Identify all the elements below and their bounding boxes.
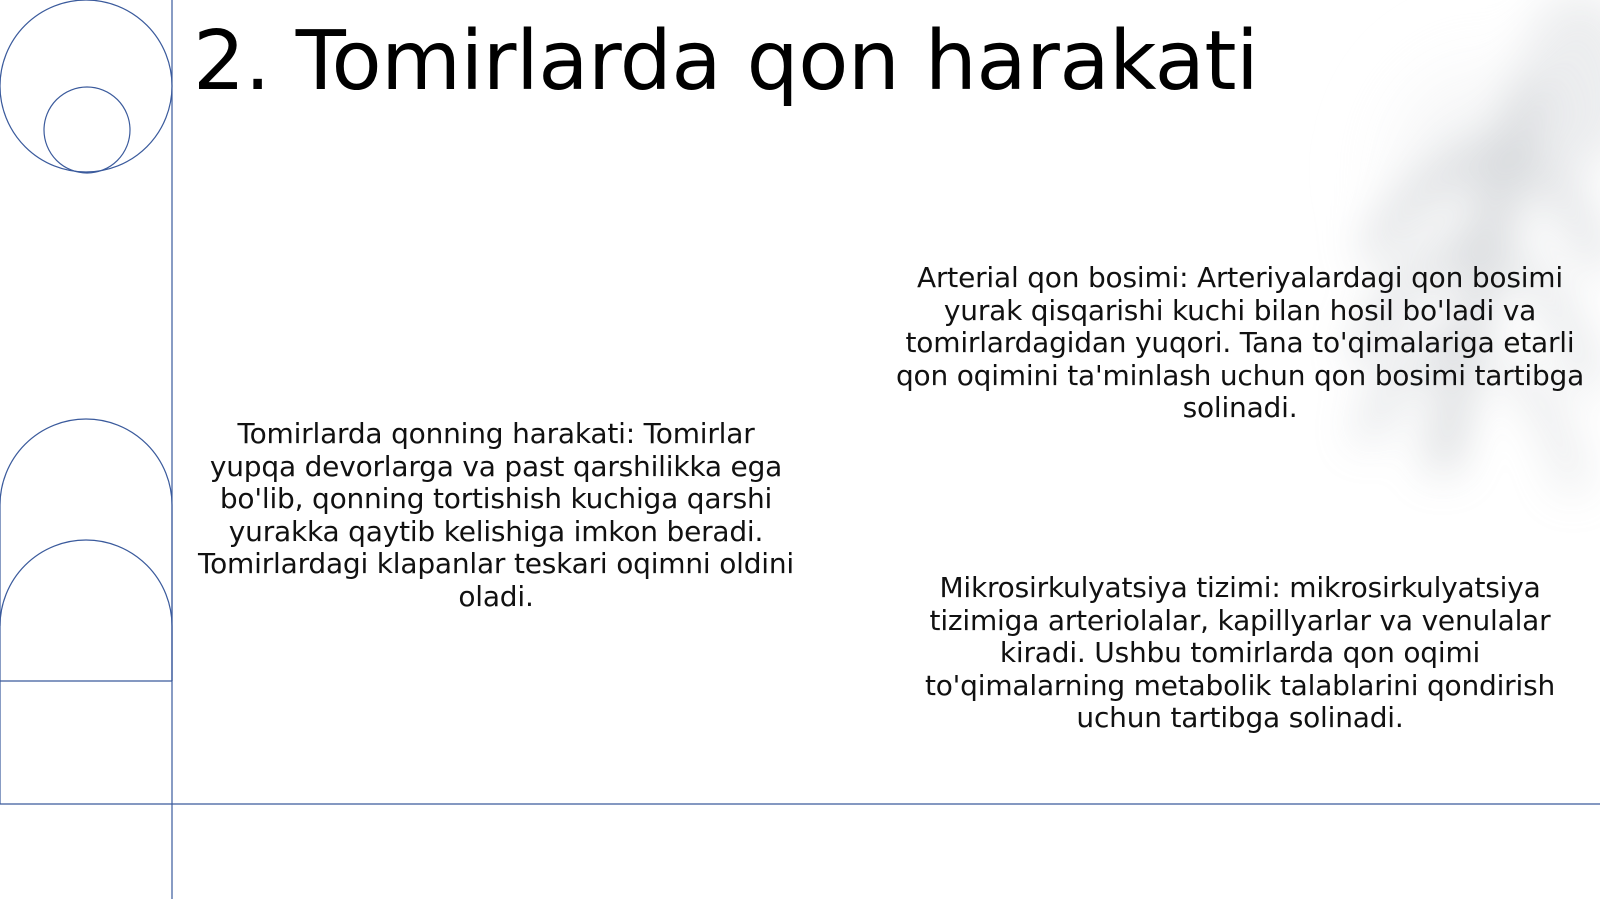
large-circle <box>0 0 172 172</box>
upper-arch <box>0 419 172 681</box>
venous-flow-text: Tomirlarda qonning harakati: Tomirlar yupqa devorlarga va past qarshilikka ega bo'lib, qonning tortishish kuchiga qarshi yurakka qaytib kelishiga imkon beradi. Tomirlardagi klapanlar teskari oqimni oldini oladi. <box>197 417 794 613</box>
slide-title: 2. Tomirlarda qon harakati <box>193 14 1259 109</box>
small-circle <box>44 87 130 173</box>
microcirculation-text: Mikrosirkulyatsiya tizimi: mikrosirkulyatsiya tizimiga arteriolalar, kapillyarlar va venulalar kiradi. Ushbu tomirlarda qon oqimi to'qimalarning metabolik talablarini qondirish uchun tartibga solinadi. <box>924 571 1556 734</box>
lower-arch <box>0 540 172 681</box>
arterial-pressure-text: Arterial qon bosimi: Arteriyalardagi qon bosimi yurak qisqarishi kuchi bilan hosil bo'ladi va tomirlardagidan yuqori. Tana to'qimalariga etarli qon oqimini ta'minlash uchun qon bosimi tartibga solinadi. <box>895 261 1585 424</box>
